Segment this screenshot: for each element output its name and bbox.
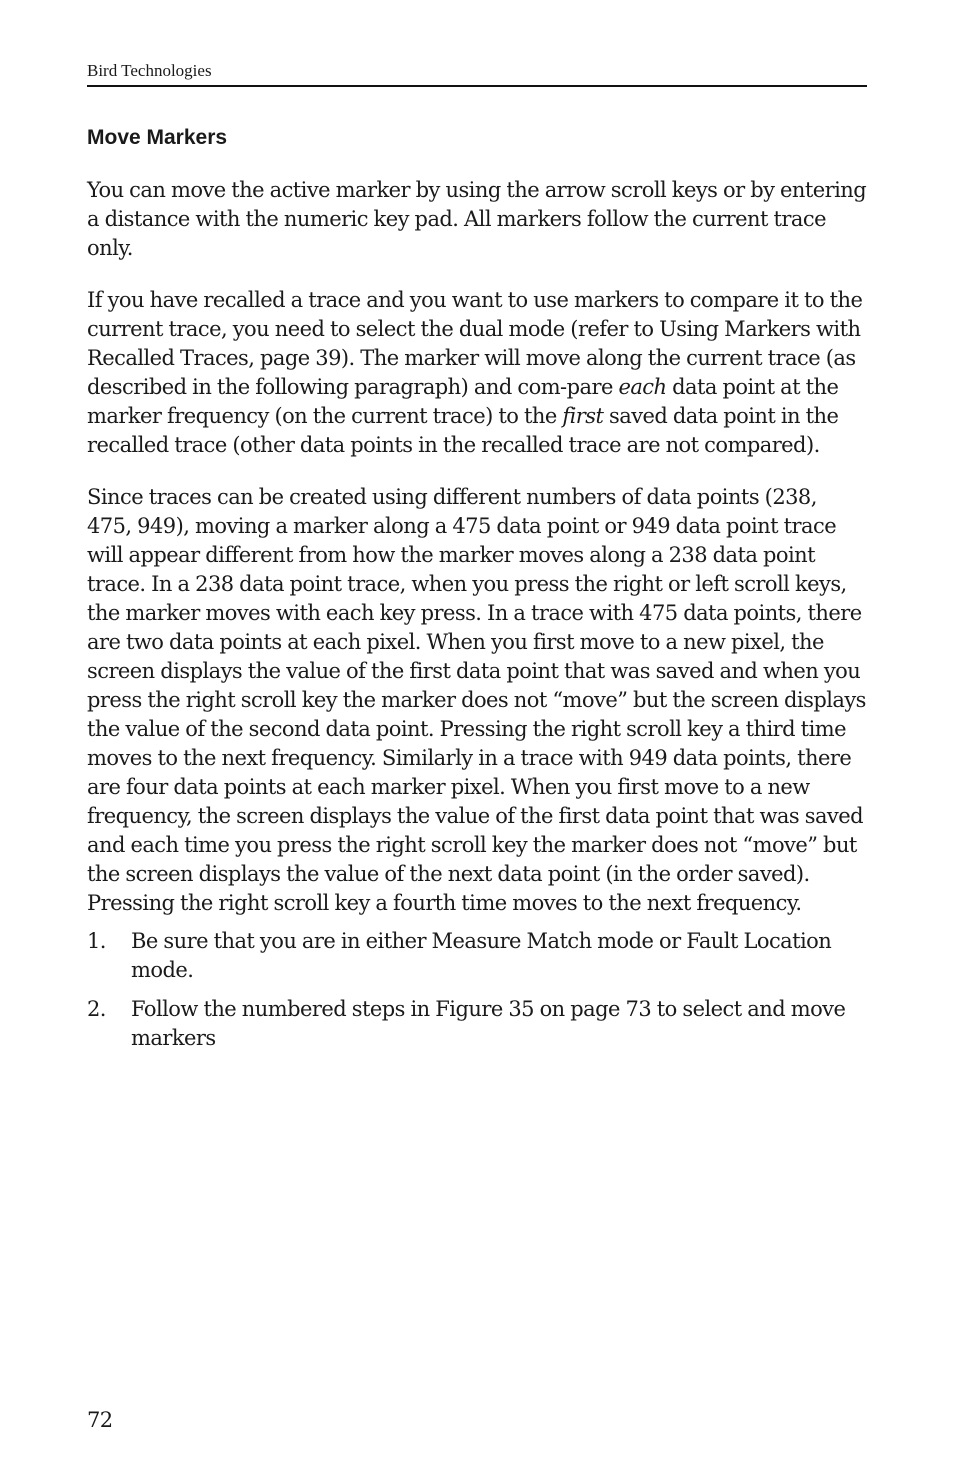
step-text: Be sure that you are in either Measure Match mode or Fault Location mode. <box>131 929 832 982</box>
section-heading: Move Markers <box>87 126 228 149</box>
paragraph-2-part-c: saved data point in the recalled trace (other data points in the recalled trace are not compared). <box>87 404 839 457</box>
step-item <box>87 995 867 1053</box>
header-rule <box>87 85 867 87</box>
steps-list <box>87 927 867 1053</box>
step-number: 1. <box>87 929 106 953</box>
body-text <box>87 176 867 1063</box>
paragraph-2 <box>87 286 867 460</box>
running-header: Bird Technologies <box>87 61 212 80</box>
paragraph-2-part-a: If you have recalled a trace and you want to use markers to compare it to the current trace, you need to select the dual mode (refer to Using Markers with Recalled Traces, page 39). The marker will move along the current trace (as described in the following paragraph) and com-pare <box>87 288 863 399</box>
paragraph-1: You can move the active marker by using the arrow scroll keys or by entering a distance with the numeric key pad. All markers follow the current trace only. <box>87 178 867 260</box>
step-item <box>87 927 867 985</box>
paragraph-2-part-b: data point at the marker frequency (on the current trace) to the <box>87 375 839 428</box>
page-number: 72 <box>87 1408 113 1432</box>
step-text: Follow the numbered steps in Figure 35 on page 73 to select and move markers <box>131 997 846 1050</box>
paragraph-3: Since traces can be created using different numbers of data points (238, 475, 949), moving a marker along a 475 data point or 949 data point trace will appear different from how the marker moves along a 238 data point trace. In a 238 data point trace, when you press the right or left scroll keys, the marker moves with each key press. In a trace with 475 data points, there are two data points at each pixel. When you first move to a new pixel, the screen displays the value of the first data point that was saved and when you press the right scroll key the marker does not “move” but the screen displays the value of the second data point. Pressing the right scroll key a third time moves to the next frequency. Similarly in a trace with 949 data points, there are four data points at each marker pixel. When you first move to a new frequency, the screen displays the value of the first data point that was saved and each time you press the right scroll key the marker does not “move” but the screen displays the value of the next data point (in the order saved). Pressing the right scroll key a fourth time moves to the next frequency. <box>87 485 866 915</box>
emphasis-first: first <box>562 404 604 428</box>
step-number: 2. <box>87 997 106 1021</box>
emphasis-each: each <box>618 375 667 399</box>
